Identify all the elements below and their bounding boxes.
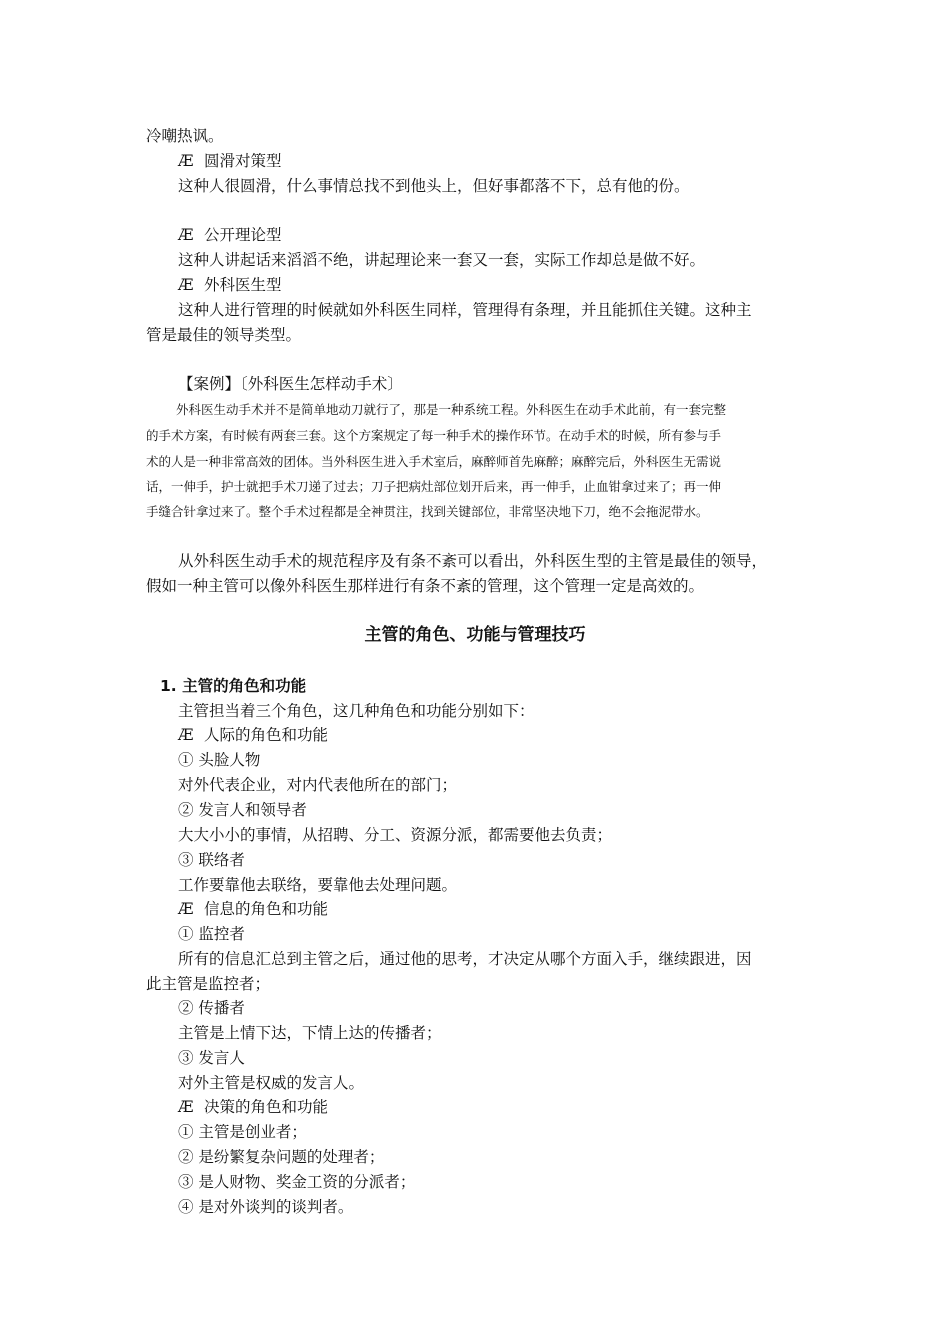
text-line: 主管是上情下达，下情上达的传播者；	[178, 1024, 442, 1042]
case-heading: 【案例】〔外科医生怎样动手术〕	[178, 375, 403, 393]
text-line: 所有的信息汇总到主管之后，通过他的思考，才决定从哪个方面入手，继续跟进，因	[178, 950, 752, 968]
bullet-label: 决策的角色和功能	[204, 1098, 329, 1116]
bullet-glyph: Æ	[178, 900, 194, 918]
text-line: 此主管是监控者；	[146, 975, 271, 993]
bullet-item	[178, 275, 282, 295]
case-line: 术的人是一种非常高效的团体。当外科医生进入手术室后，麻醉师首先麻醉；麻醉完后，外科医生无需说	[146, 454, 722, 469]
case-line: 外科医生动手术并不是简单地动刀就行了，那是一种系统工程。外科医生在动手术此前，有一套完整	[176, 402, 727, 417]
text-line: 冷嘲热讽。	[146, 127, 224, 145]
text-line: 大大小小的事情，从招聘、分工、资源分派，都需要他去负责；	[178, 826, 613, 844]
case-line: 话，一伸手，护士就把手术刀递了过去；刀子把病灶部位划开后来，再一伸手，止血钳拿过来了；再一伸	[146, 479, 722, 494]
bullet-item	[178, 725, 328, 745]
bullet-item	[178, 151, 282, 171]
section-title: 主管的角色、功能与管理技巧	[364, 625, 586, 645]
bullet-glyph: Æ	[178, 276, 194, 294]
numbered-item: ① 监控者	[178, 925, 245, 943]
text-line: 假如一种主管可以像外科医生那样进行有条不紊的管理，这个管理一定是高效的。	[146, 577, 705, 595]
bullet-item	[178, 225, 282, 245]
numbered-item: ③ 是人财物、奖金工资的分派者；	[178, 1173, 416, 1191]
case-line: 手缝合针拿过来了。整个手术过程都是全神贯注，找到关键部位，非常坚决地下刀，绝不会拖泥带水。	[146, 504, 709, 519]
bullet-label: 公开理论型	[204, 226, 282, 244]
numbered-item: ② 是纷繁复杂问题的处理者；	[178, 1148, 385, 1166]
bullet-glyph: Æ	[178, 226, 194, 244]
numbered-item: ③ 发言人	[178, 1049, 245, 1067]
bullet-label: 信息的角色和功能	[204, 900, 329, 918]
bullet-label: 人际的角色和功能	[204, 726, 329, 744]
numbered-item: ① 头脸人物	[178, 751, 261, 769]
subsection-title: 1. 主管的角色和功能	[160, 677, 307, 695]
text-line: 管是最佳的领导类型。	[146, 326, 302, 344]
text-line: 主管担当着三个角色，这几种角色和功能分别如下：	[178, 702, 535, 720]
case-line: 的手术方案，有时候有两套三套。这个方案规定了每一种手术的操作环节。在动手术的时候，所有参与手	[146, 428, 722, 443]
numbered-item: ④ 是对外谈判的谈判者。	[178, 1198, 354, 1216]
bullet-glyph: Æ	[178, 726, 194, 744]
numbered-item: ② 传播者	[178, 999, 245, 1017]
bullet-glyph: Æ	[178, 1098, 194, 1116]
bullet-glyph: Æ	[178, 152, 194, 170]
bullet-item	[178, 899, 328, 919]
bullet-label: 圆滑对策型	[204, 152, 282, 170]
text-line: 这种人很圆滑，什么事情总找不到他头上，但好事都落不下，总有他的份。	[178, 177, 690, 195]
text-line: 这种人讲起话来滔滔不绝，讲起理论来一套又一套，实际工作却总是做不好。	[178, 251, 706, 269]
bullet-item	[178, 1097, 328, 1117]
text-line: 工作要靠他去联络，要靠他去处理问题。	[178, 876, 458, 894]
text-line: 从外科医生动手术的规范程序及有条不紊可以看出，外科医生型的主管是最佳的领导，	[178, 552, 768, 570]
text-line: 对外代表企业，对内代表他所在的部门；	[178, 776, 458, 794]
numbered-item: ② 发言人和领导者	[178, 801, 307, 819]
bullet-label: 外科医生型	[204, 276, 282, 294]
text-line: 这种人进行管理的时候就如外科医生同样，管理得有条理，并且能抓住关键。这种主	[178, 301, 752, 319]
text-line: 对外主管是权威的发言人。	[178, 1074, 365, 1092]
numbered-item: ① 主管是创业者；	[178, 1123, 307, 1141]
numbered-item: ③ 联络者	[178, 851, 245, 869]
